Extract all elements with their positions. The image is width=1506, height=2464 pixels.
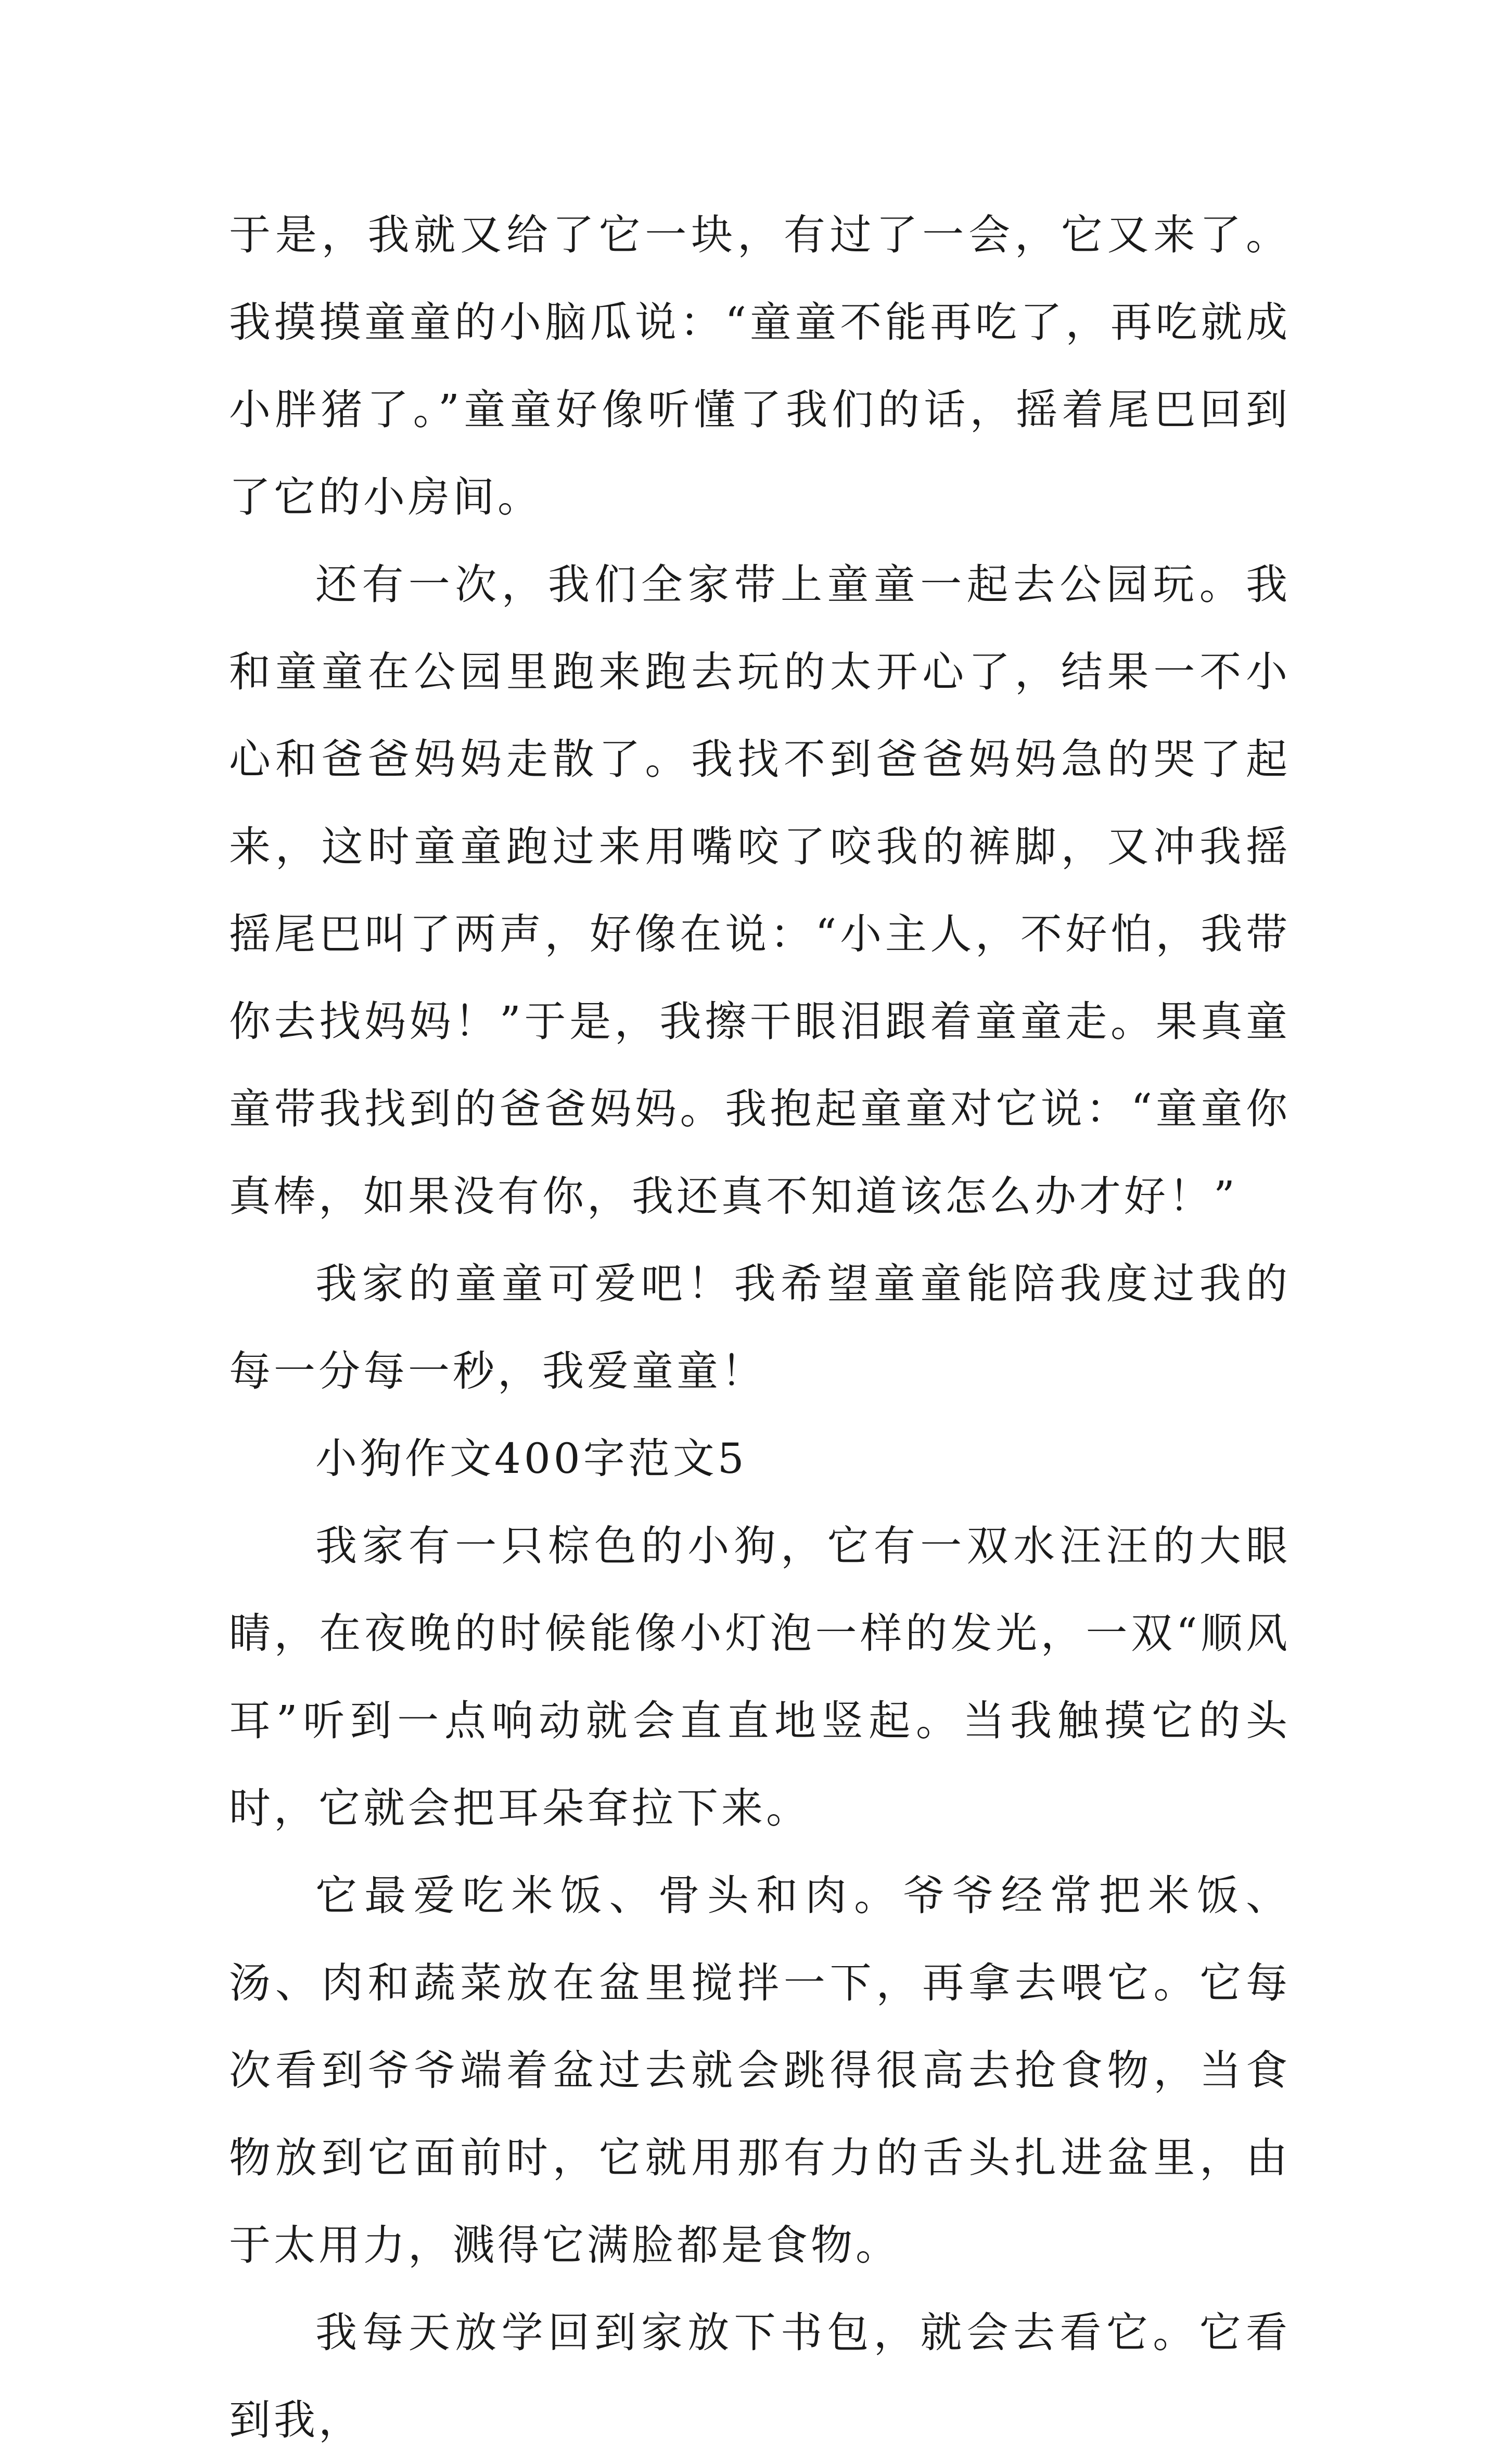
section-heading: 小狗作文400字范文5 [315, 1434, 747, 1483]
paragraph-5: 它最爱吃米饭、骨头和肉。爷爷经常把米饭、汤、肉和蔬菜放在盆里搅拌一下，再拿去喂它。它每次看到爷爷端着盆过去就会跳得很高去抢食物，当食物放到它面前时，它就用那有力的舌头扎进盆里，由于太用力，溅得它满脸都是食物。 [229, 1871, 1291, 2269]
paragraph-6: 我每天放学回到家放下书包，就会去看它。它看到我， [229, 2308, 1291, 2444]
paragraph-4: 我家有一只棕色的小狗，它有一双水汪汪的大眼睛，在夜晚的时候能像小灯泡一样的发光，一双“顺风耳”听到一点响动就会直直地竖起。当我触摸它的头时，它就会把耳朵耷拉下来。 [229, 1522, 1291, 1832]
document-body [229, 191, 1291, 2464]
paragraph-3: 我家的童童可爱吧！我希望童童能陪我度过我的每一分每一秒，我爱童童！ [229, 1260, 1291, 1395]
paragraph-1: 于是，我就又给了它一块，有过了一会，它又来了。我摸摸童童的小脑瓜说：“童童不能再吃了，再吃就成小胖猪了。”童童好像听懂了我们的话，摇着尾巴回到了它的小房间。 [229, 211, 1291, 521]
paragraph-2: 还有一次，我们全家带上童童一起去公园玩。我和童童在公园里跑来跑去玩的太开心了，结果一不小心和爸爸妈妈走散了。我找不到爸爸妈妈急的哭了起来，这时童童跑过来用嘴咬了咬我的裤脚，又冲我摇摇尾巴叫了两声，好像在说：“小主人，不好怕，我带你去找妈妈！”于是，我擦干眼泪跟着童童走。果真童童带我找到的爸爸妈妈。我抱起童童对它说：“童童你真棒，如果没有你，我还真不知道该怎么办才好！” [229, 560, 1291, 1221]
